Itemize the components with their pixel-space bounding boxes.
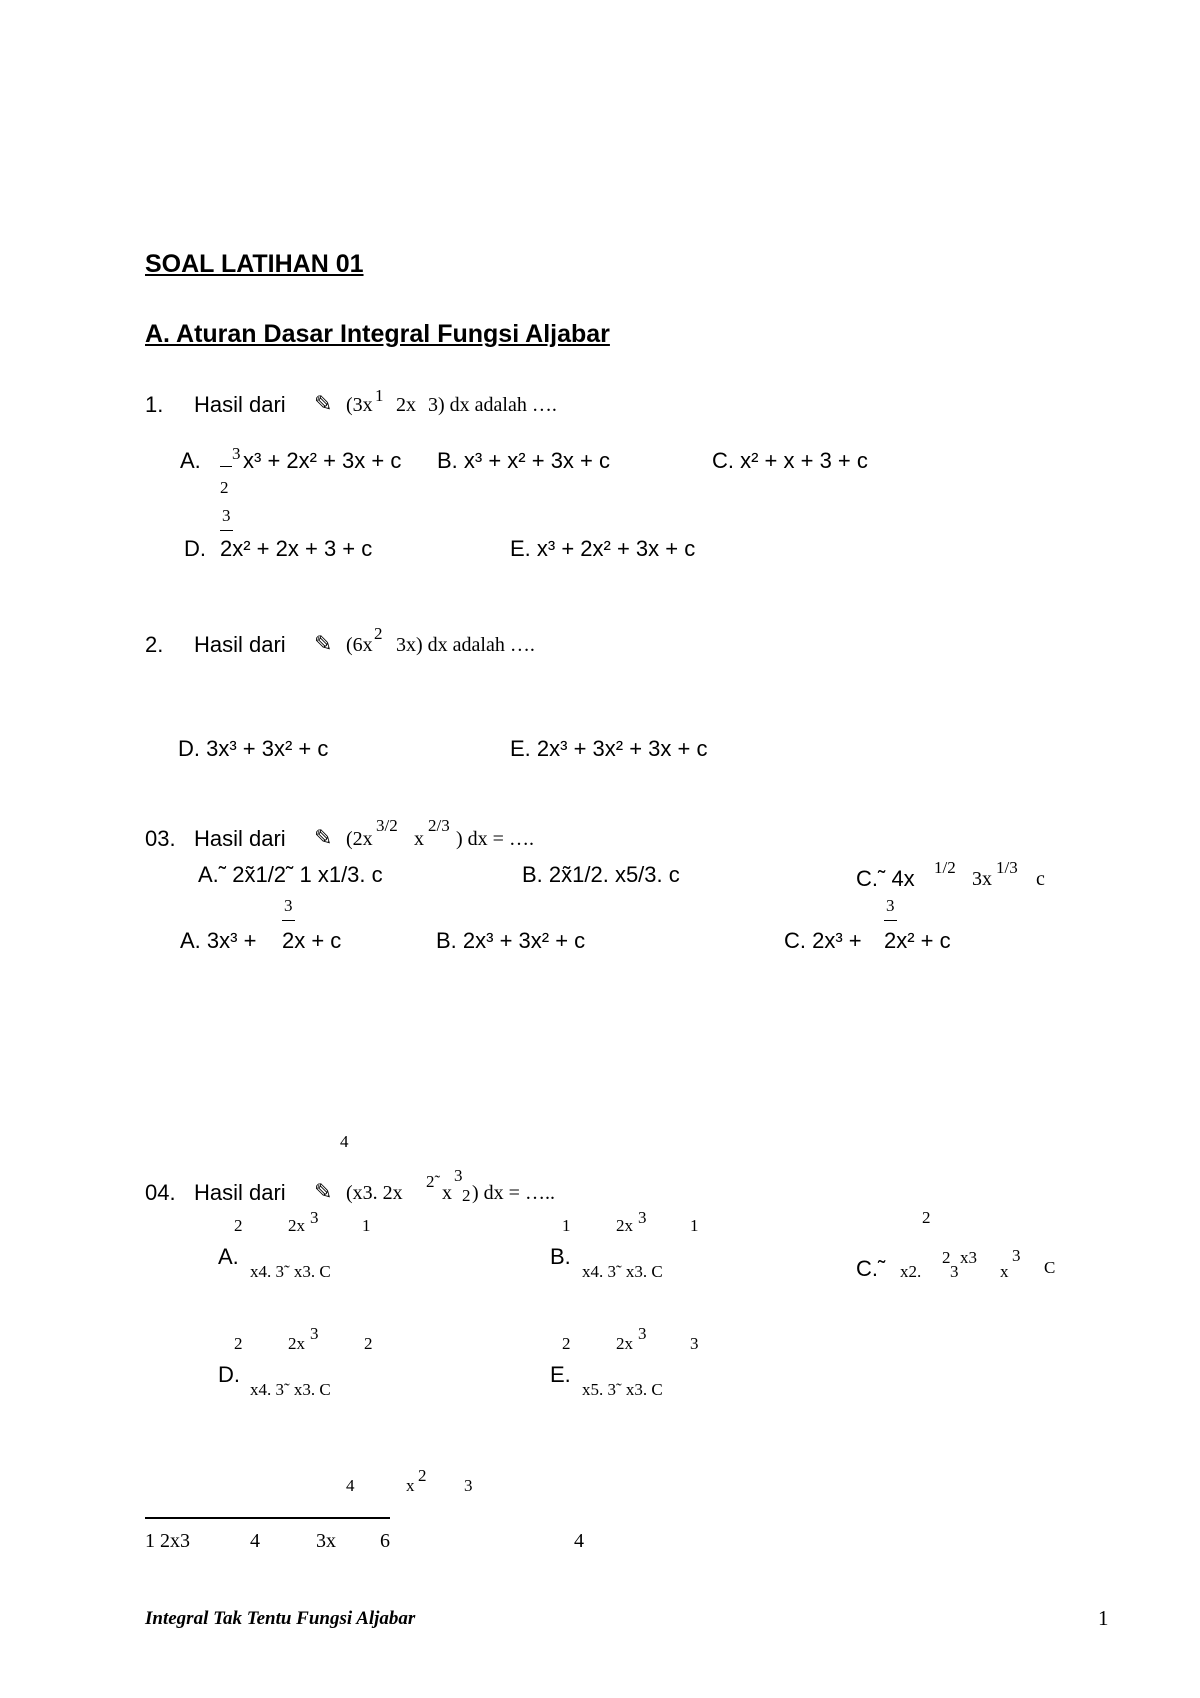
integral-sign-icon: ✎ [314,1180,333,1205]
fraction-numerator: 3 [284,896,293,915]
exponent: 2 [374,624,383,643]
fragment-top-exp: 2 [418,1466,427,1485]
question-prefix: Hasil dari [194,392,286,417]
integrand-part: (2x [346,828,373,850]
option-c-bottom: x [1000,1262,1009,1281]
integrand-part: (6x [346,634,373,656]
exponent: 3 [454,1166,463,1185]
option-b-alt: B. 2x³ + 3x² + c [436,928,586,953]
option-b-top-exp: 3 [638,1208,647,1227]
question-number: 03. [145,826,176,851]
option-c-bottom: x2. [900,1262,922,1281]
option-a-top: 2x [288,1216,305,1235]
option-c-bottom: x3 [960,1248,977,1267]
option-e-top: 3 [690,1334,699,1353]
option-b-top: 1 [562,1216,571,1235]
question-number: 04. [145,1180,176,1205]
integrand-part: x [414,828,424,850]
integral-sign-icon: ✎ [314,826,333,851]
integral-sign-icon: ✎ [314,632,333,657]
option-b-bottom: x4. 3˜ x3. C [582,1262,663,1281]
option-d: D. 3x³ + 3x² + c [178,736,329,761]
fraction-rule [145,1517,390,1519]
fraction-numerator: 3 [232,444,241,463]
subscript: 2 [462,1186,471,1205]
option-e-top-exp: 3 [638,1324,647,1343]
option-d-label: D. [184,536,206,561]
option-b: B. x³ + x² + 3x + c [437,448,611,473]
fraction-bar [220,466,232,467]
option-b-top: 1 [690,1216,699,1235]
exponent: 1/2 [934,858,956,877]
option-c: C.˜ 4x [856,866,915,891]
option-b-top: 2x [616,1216,633,1235]
option-b-label: B. [550,1244,571,1269]
fraction-numerator: 3 [886,896,895,915]
question-prefix: Hasil dari [194,826,286,851]
option-e-label: E. [550,1362,571,1387]
exponent: 3/2 [376,816,398,835]
integrand-part: 2x [396,394,416,416]
fragment-bottom: 3x [316,1530,336,1552]
question-prefix: Hasil dari [194,632,286,657]
option-a-label: A. [180,448,201,473]
option-c-alt: C. 2x³ + [784,928,862,953]
option-d-top: 2x [288,1334,305,1353]
page-title: SOAL LATIHAN 01 [145,250,364,278]
fragment-bottom: 4 [574,1530,584,1552]
integrand-part: x [442,1182,452,1204]
fragment-bottom: 6 [380,1530,390,1552]
option-d-top: 2 [234,1334,243,1353]
option-b: B. 2x̃1/2. x5/3. c [522,862,680,887]
integrand-part: (3x [346,394,373,416]
fragment-top: x [406,1476,415,1495]
fraction-bar [282,920,295,921]
footer-text: Integral Tak Tentu Fungsi Aljabar [145,1608,416,1629]
question-prefix: Hasil dari [194,1180,286,1205]
option-a-bottom: x4. 3˜ x3. C [250,1262,331,1281]
fragment-top: 4 [346,1476,355,1495]
option-a-alt: A. 3x³ + [180,928,257,953]
option-c-alt-tail: 2x² + c [884,928,951,953]
option-a-label: A. [218,1244,239,1269]
option-a-alt-tail: 2x + c [282,928,342,953]
integrand-tail: 3x) dx adalah …. [396,634,535,656]
option-d-label: D. [218,1362,240,1387]
option-c-top: 2 [922,1208,931,1227]
integrand-tail: 3) dx adalah …. [428,394,557,416]
exponent: 1/3 [996,858,1018,877]
option-d-top: 2 [364,1334,373,1353]
exponent: 2/3 [428,816,450,835]
option-a: A.˜ 2x̃1/2˜ 1 x1/3. c [198,862,383,887]
option-d-top-exp: 3 [310,1324,319,1343]
option-e: E. 2x³ + 3x² + 3x + c [510,736,708,761]
fraction-denominator: 2 [220,478,229,497]
option-c-bottom-exp: 3 [1012,1246,1021,1265]
option-e-top: 2x [616,1334,633,1353]
option-e-top: 2 [562,1334,571,1353]
option-c-label: C.˜ [856,1256,886,1281]
fragment-bottom: 4 [250,1530,260,1552]
option-a-top: 2 [234,1216,243,1235]
exponent: 1 [375,386,384,405]
option-c: C. x² + x + 3 + c [712,448,868,473]
integral-sign-icon: ✎ [314,392,333,417]
option-a-top: 1 [362,1216,371,1235]
question-number: 1. [145,392,164,417]
fraction-bar [220,530,233,531]
fraction-bar [884,920,897,921]
integrand-tail: ) dx = ….. [472,1182,555,1204]
section-heading: A. Aturan Dasar Integral Fungsi Aljabar [145,320,610,348]
option-c-bottom: 2 [942,1248,951,1267]
option-c-bottom: C [1044,1258,1056,1277]
option-c-bottom: 3 [950,1262,959,1281]
fragment-bottom: 1 2x3 [145,1530,190,1552]
page-number: 1 [1098,1606,1109,1630]
stray-number: 4 [340,1132,349,1151]
integrand-tail: ) dx = …. [456,828,534,850]
option-d-bottom: x4. 3˜ x3. C [250,1380,331,1399]
fraction-numerator: 3 [222,506,231,525]
exponent: 2˜ [426,1172,441,1191]
option-c-part: 3x [972,868,992,890]
fragment-top: 3 [464,1476,473,1495]
option-a-text: x³ + 2x² + 3x + c [243,448,402,473]
option-c-tail: c [1036,868,1045,890]
question-number: 2. [145,632,164,657]
option-a-top-exp: 3 [310,1208,319,1227]
integrand-part: (x3. 2x [346,1182,403,1204]
option-e-bottom: x5. 3˜ x3. C [582,1380,663,1399]
option-e: E. x³ + 2x² + 3x + c [510,536,696,561]
option-d-text: 2x² + 2x + 3 + c [220,536,373,561]
